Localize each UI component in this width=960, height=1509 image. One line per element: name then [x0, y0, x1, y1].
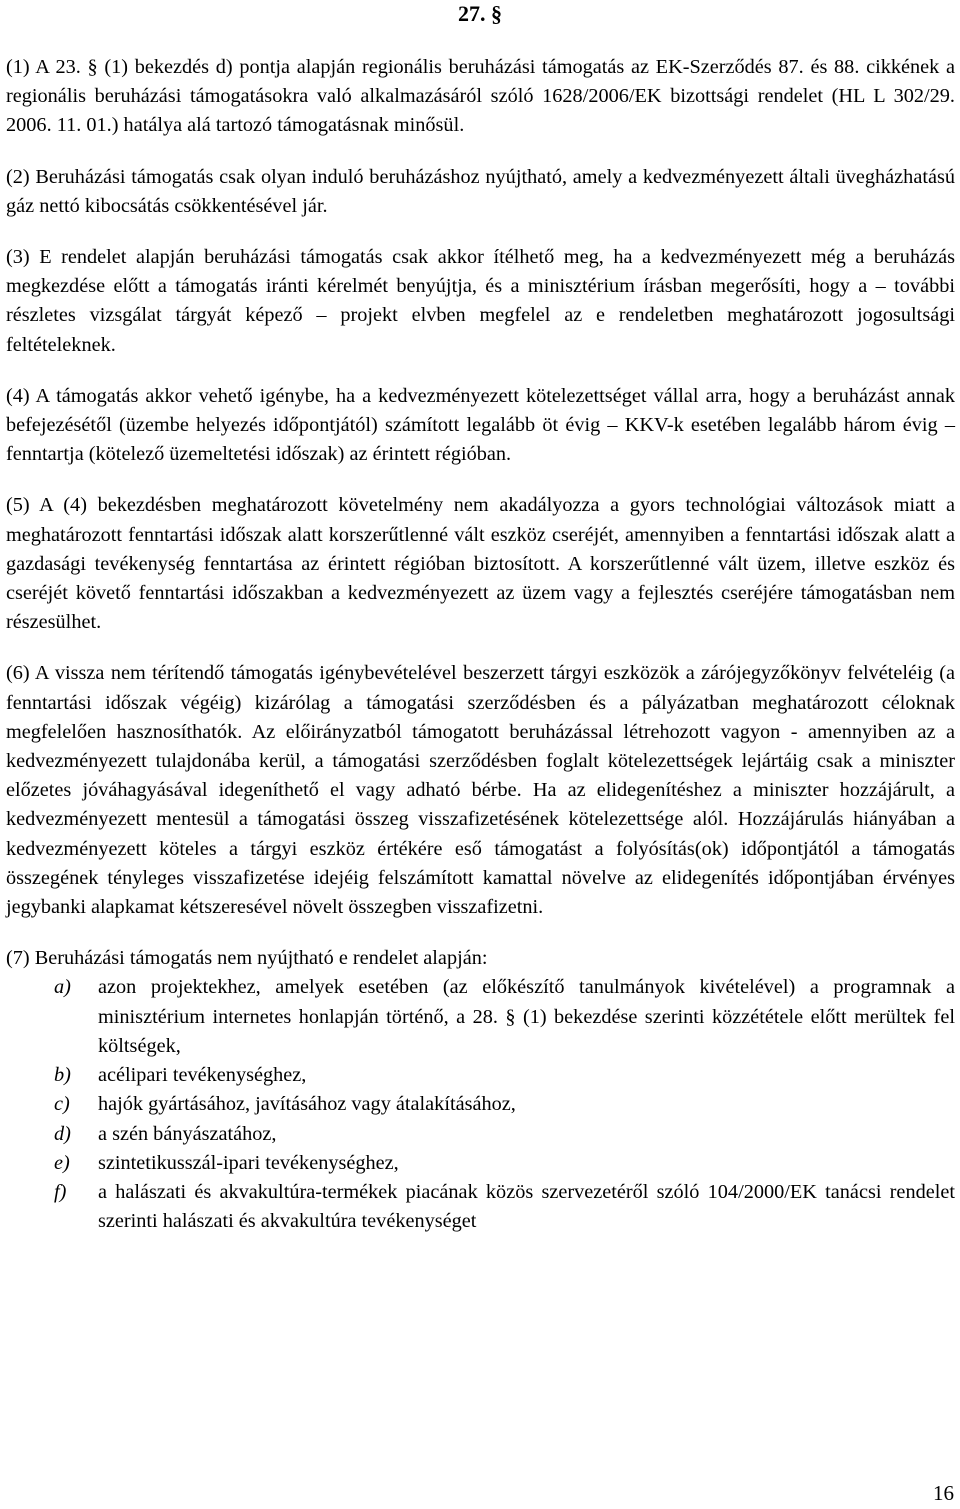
paragraph-3: (3) E rendelet alapján beruházási támogatás csak akkor ítélhető meg, ha a kedvezményezett még a beruházás megkezdése előtt a támogatás iránti kérelmét benyújtja, és a minisztérium írásban megerősíti, hogy a – további részletes vizsgálat tárgyát képező – projekt elvben megfelel az e rendeletben meghatározott jogosultsági feltételeknek. — [6, 246, 955, 356]
paragraph-6: (6) A vissza nem térítendő támogatás igénybevételével beszerzett tárgyi eszközök a zárójegyzőkönyv felvételéig (a fenntartási időszak végéig) kizárólag a támogatási szerződésben és a pályázatban meghatározott céloknak megfelelően hasznosíthatók. Az előirányzatból támogatott beruházással létrehozott vagyon - amennyiben az a kedvezményezett tulajdonába kerül, a támogatási szerződésben foglalt kötelezettségek lejártáig csak a miniszter előzetes jóváhagyásával idegeníthető el vagy adható bérbe. Ha az elidegenítéshez a miniszter hozzájárult, a kedvezményezett mentesül a támogatási összeg visszafizetésének kötelezettsége alól. Hozzájárulás hiányában a kedvezményezett köteles a tárgyi eszköz értékére eső támogatást a folyósítás(ok) időpontjától a támogatás összegének tényleges visszafizetése idejéig felszámított kamattal növelve az elidegenítés időpontjában érvényes jegybanki alapkamat kétszeresével növelt összegben visszafizetni. — [6, 662, 955, 919]
section-heading: 27. § — [458, 1, 502, 26]
list-letter: a) — [54, 976, 71, 999]
list-item-a — [6, 973, 955, 1061]
list-letter: c) — [54, 1093, 70, 1116]
paragraph-1: (1) A 23. § (1) bekezdés d) pontja alapján regionális beruházási támogatás az EK-Szerződés 87. és 88. cikkének a regionális beruházási támogatásokra való alkalmazásáról szóló 1628/2006/EK bizottsági rendelet (HL L 302/29. 2006. 11. 01.) hatálya alá tartozó támogatásnak minősül. — [6, 56, 955, 137]
list-item-e — [6, 1149, 955, 1178]
list-item-c — [6, 1090, 955, 1119]
paragraph-7-intro: (7) Beruházási támogatás nem nyújtható e rendelet alapján: — [6, 947, 488, 970]
paragraph-5: (5) A (4) bekezdésben meghatározott követelmény nem akadályozza a gyors technológiai változások miatt a meghatározott fenntartási időszak alatt korszerűtlenné vált eszköz cseréjét, amennyiben a fenntartási időszak alatt a gazdasági tevékenység fenntartása az érintett régióban biztosított. A korszerűtlenné vált üzem, illetve eszköz és cseréjét követő fenntartási időszakban a kedvezményezett az üzem vagy a fejlesztés cseréjére támogatásban nem részesülhet. — [6, 494, 955, 634]
list-item-text: szintetikusszál-ipari tevékenységhez, — [98, 1151, 399, 1174]
list-letter: e) — [54, 1151, 70, 1174]
list-item-text: a halászati és akvakultúra-termékek piacának közös szervezetéről szóló 104/2000/EK tanácsi rendelet szerinti halászati és akvakultúra tevékenységet — [98, 1180, 955, 1233]
paragraph-4: (4) A támogatás akkor vehető igénybe, ha a kedvezményezett kötelezettséget vállal arra, hogy a beruházást annak befejezésétől (üzembe helyezés időpontjától) számított legalább öt évig – KKV-k esetében legalább három évig – fenntartja (kötelező üzemeltetési időszak) az érintett régióban. — [6, 384, 955, 466]
list-item-text: a szén bányászatához, — [98, 1122, 277, 1145]
list-item-f — [6, 1178, 955, 1236]
list-letter: f) — [54, 1180, 67, 1203]
page-number: 16 — [933, 1481, 954, 1505]
document-body — [6, 53, 955, 1236]
list-letter: b) — [54, 1064, 71, 1087]
list-item-text: hajók gyártásához, javításához vagy átalakításához, — [98, 1093, 516, 1116]
list-item-d — [6, 1120, 955, 1149]
list-item-text: azon projektekhez, amelyek esetében (az előkészítő tanulmányok kivételével) a programnak a minisztérium internetes honlapján történő, a 28. § (1) bekezdése szerinti közzététele előtt merültek fel költségek, — [98, 976, 955, 1057]
list-item-b — [6, 1061, 955, 1090]
list-item-text: acélipari tevékenységhez, — [98, 1064, 307, 1087]
exclusion-list — [6, 973, 955, 1236]
paragraph-2: (2) Beruházási támogatás csak olyan induló beruházáshoz nyújtható, amely a kedvezményezett általi üvegházhatású gáz nettó kibocsátás csökkentésével jár. — [6, 165, 955, 217]
list-letter: d) — [54, 1122, 71, 1145]
